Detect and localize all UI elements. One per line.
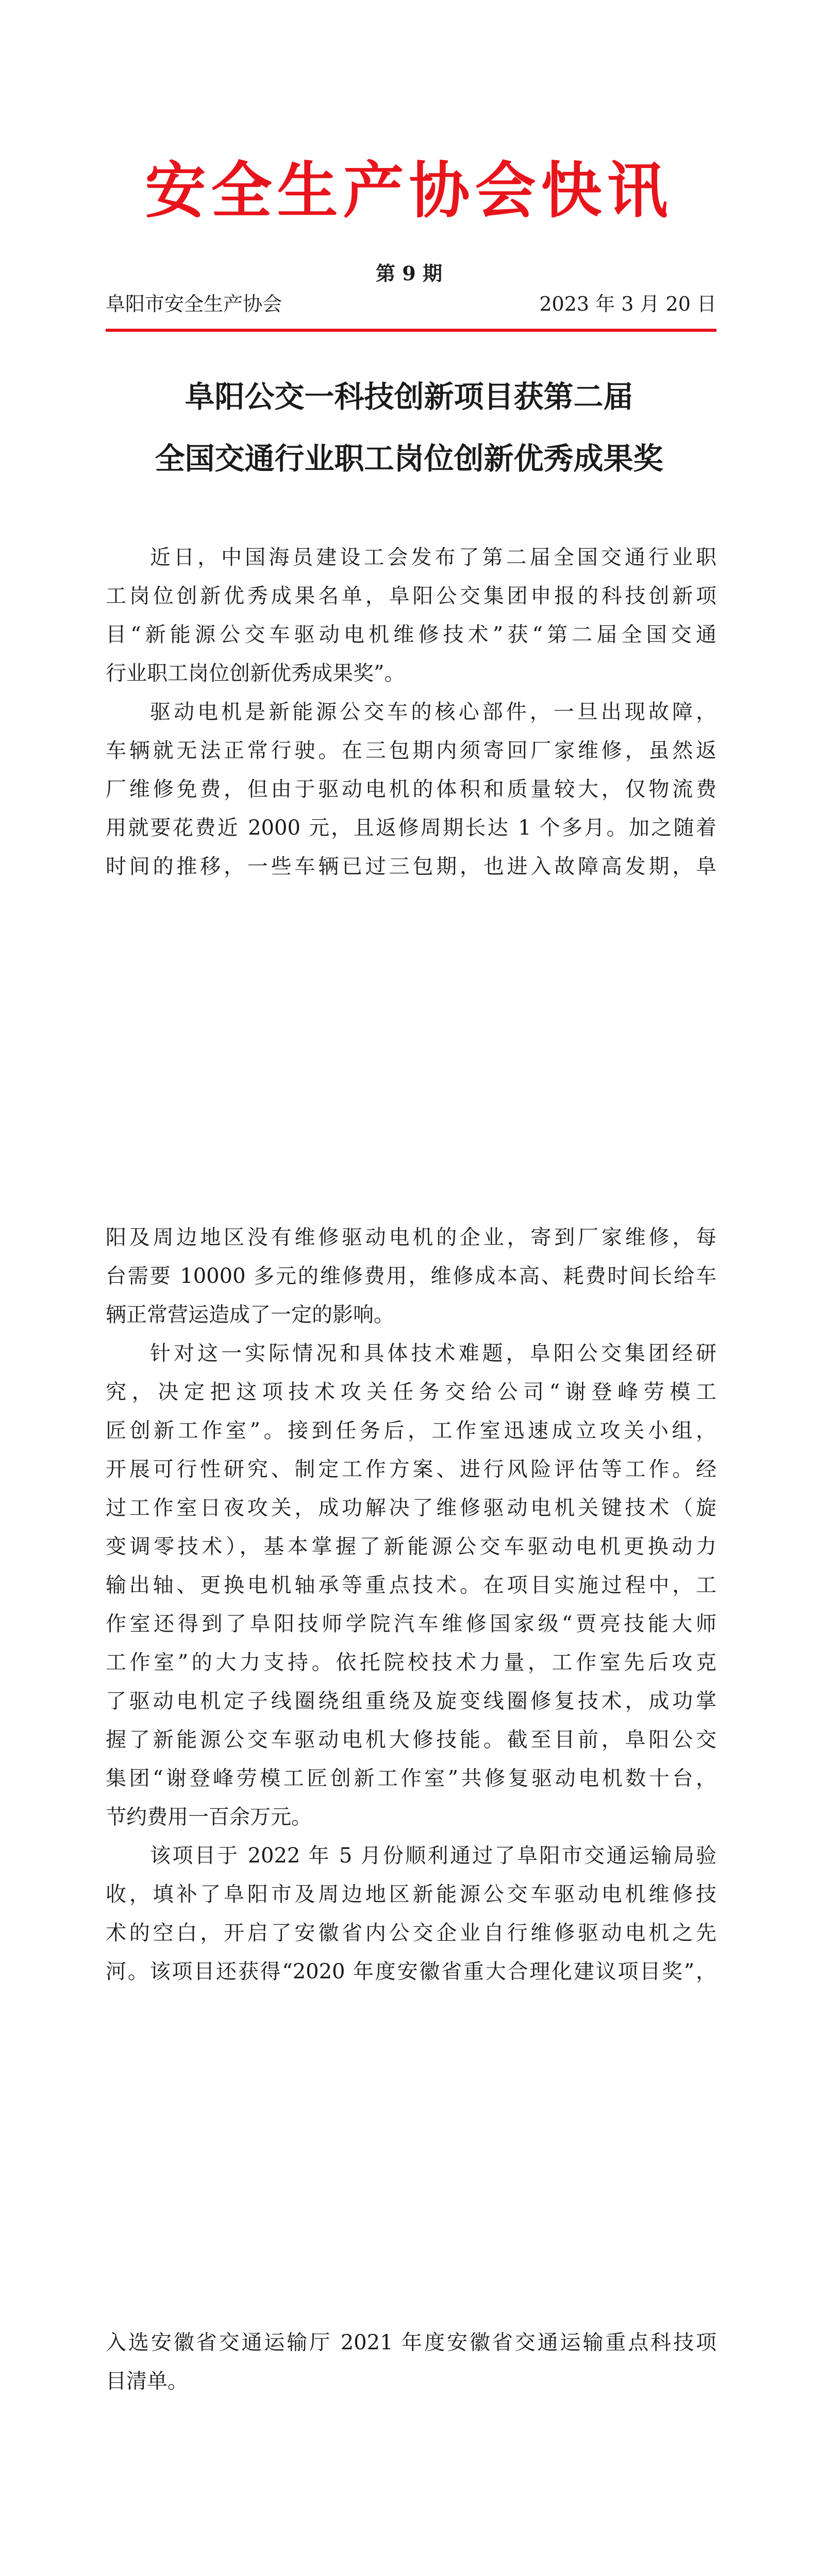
masthead-title: 安全生产协会快讯 (145, 155, 673, 226)
body-line: 过工作室日夜攻关，成功解决了维修驱动电机关键技术（旋 (106, 1496, 716, 1520)
header-divider (106, 329, 716, 332)
body-line: 工岗位创新优秀成果名单，阜阳公交集团申报的科技创新项 (106, 584, 716, 608)
body-line: 车辆就无法正常行驶。在三包期内须寄回厂家维修，虽然返 (106, 739, 716, 762)
body-line: 驱动电机是新能源公交车的核心部件，一旦出现故障， (150, 700, 716, 724)
body-line: 台需要 10000 多元的维修费用，维修成本高、耗费时间长给车 (106, 1264, 716, 1288)
body-line: 行业职工岗位创新优秀成果奖”。 (106, 662, 405, 685)
body-line: 收，填补了阜阳市及周边地区新能源公交车驱动电机维修技 (106, 1883, 716, 1906)
body-line: 工作室”的大力支持。依托院校技术力量，工作室先后攻克 (106, 1651, 716, 1674)
body-line: 用就要花费近 2000 元，且返修周期长达 1 个多月。加之随着 (106, 816, 716, 840)
issue-number: 第 9 期 (376, 262, 442, 285)
body-line: 作室还得到了阜阳技师学院汽车维修国家级“贾亮技能大师 (106, 1612, 716, 1636)
body-line: 开展可行性研究、制定工作方案、进行风险评估等工作。经 (106, 1458, 716, 1481)
body-line: 究，决定把这项技术攻关任务交给公司“谢登峰劳模工 (106, 1380, 716, 1404)
meta-row (106, 292, 716, 316)
headline-line-2: 全国交通行业职工岗位创新优秀成果奖 (155, 441, 663, 476)
body-line: 输出轴、更换电机轴承等重点技术。在项目实施过程中，工 (106, 1573, 716, 1597)
body-line: 时间的推移，一些车辆已过三包期，也进入故障高发期，阜 (106, 855, 716, 878)
body-line: 阳及周边地区没有维修驱动电机的企业，寄到厂家维修，每 (106, 1226, 716, 1249)
headline-line-1: 阜阳公交一科技创新项目获第二届 (185, 379, 633, 414)
body-line: 目清单。 (106, 2369, 188, 2393)
body-line: 了驱动电机定子线圈绕组重绕及旋变线圈修复技术，成功掌 (106, 1689, 716, 1713)
body-line: 握了新能源公交车驱动电机大修技能。截至目前，阜阳公交 (106, 1728, 716, 1752)
body-line: 节约费用一百余万元。 (106, 1805, 312, 1829)
body-line: 入选安徽省交通运输厅 2021 年度安徽省交通运输重点科技项 (106, 2331, 716, 2354)
body-line: 变调零技术），基本掌握了新能源公交车驱动电机更换动力 (106, 1535, 716, 1558)
body-line: 河。该项目还获得“2020 年度安徽省重大合理化建议项目奖”， (106, 1960, 716, 1984)
publisher: 阜阳市安全生产协会 (106, 293, 282, 315)
body-line: 集团“谢登峰劳模工匠创新工作室”共修复驱动电机数十台， (106, 1767, 716, 1790)
body-line: 该项目于 2022 年 5 月份顺利通过了阜阳市交通运输局验 (150, 1844, 716, 1868)
body-line: 辆正常营运造成了一定的影响。 (106, 1303, 394, 1327)
body-line: 术的空白，开启了安徽省内公交企业自行维修驱动电机之先 (106, 1921, 716, 1945)
body-line: 匠创新工作室”。接到任务后，工作室迅速成立攻关小组， (106, 1419, 716, 1443)
body-line: 针对这一实际情况和具体技术难题，阜阳公交集团经研 (150, 1342, 716, 1365)
body-line: 近日，中国海员建设工会发布了第二届全国交通行业职 (150, 546, 716, 569)
publish-date: 2023 年 3 月 20 日 (539, 293, 716, 315)
body-line: 厂维修免费，但由于驱动电机的体积和质量较大，仅物流费 (106, 777, 716, 801)
body-line: 目“新能源公交车驱动电机维修技术”获“第二届全国交通 (106, 623, 716, 647)
